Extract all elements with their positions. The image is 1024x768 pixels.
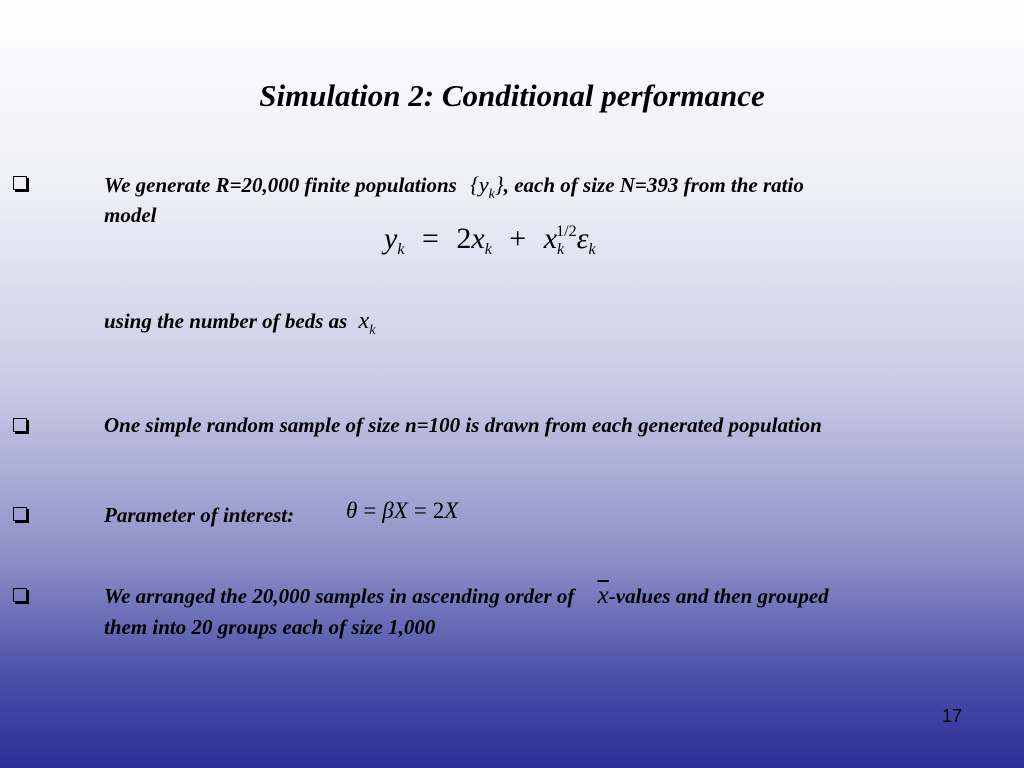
- bullet-4-text-a: We arranged the 20,000 samples in ascending order of: [104, 584, 575, 608]
- bullet-4-math-var: $\overline{x}$: [597, 582, 609, 609]
- bullet-1-text-b: , each of size N=393 from the ratio: [503, 173, 804, 197]
- bullet-4-text-c: them into 20 groups each of size 1,000: [104, 615, 436, 639]
- bullet-1-math-set: $\{y_k\}$: [470, 172, 504, 202]
- bullet-4-text-b: -values and then grouped: [608, 584, 829, 608]
- parameter-equation: θ = βX = 2X: [346, 498, 459, 523]
- slide-title: Simulation 2: Conditional performance: [259, 78, 765, 113]
- bullet-2-text: One simple random sample of size n=100 is drawn from each generated population: [104, 413, 822, 437]
- bullet-checkbox-icon: [13, 507, 27, 521]
- bullet-4-line-1: [104, 581, 1014, 611]
- bullet-checkbox-icon: [13, 418, 27, 432]
- bullet-1-line-1: [104, 170, 1004, 210]
- bullet-1-text-a: We generate R=20,000 finite populations: [104, 173, 457, 197]
- bullet-3-text: Parameter of interest:: [104, 503, 295, 527]
- bullet-checkbox-icon: [13, 588, 27, 602]
- bullet-1-math-var: $x_k$: [358, 308, 376, 338]
- bullet-3-line: [104, 500, 294, 530]
- ratio-model-equation: $y_k = 2x_k + x_k^{1/2}\varepsilon_k$: [384, 222, 596, 258]
- page-number: 17: [941, 706, 962, 726]
- bullet-1-line-3: [104, 306, 375, 346]
- bullet-1-text-d: using the number of beds as: [104, 309, 348, 333]
- bullet-1-text-c: model: [104, 203, 157, 227]
- bullet-checkbox-icon: [13, 176, 27, 190]
